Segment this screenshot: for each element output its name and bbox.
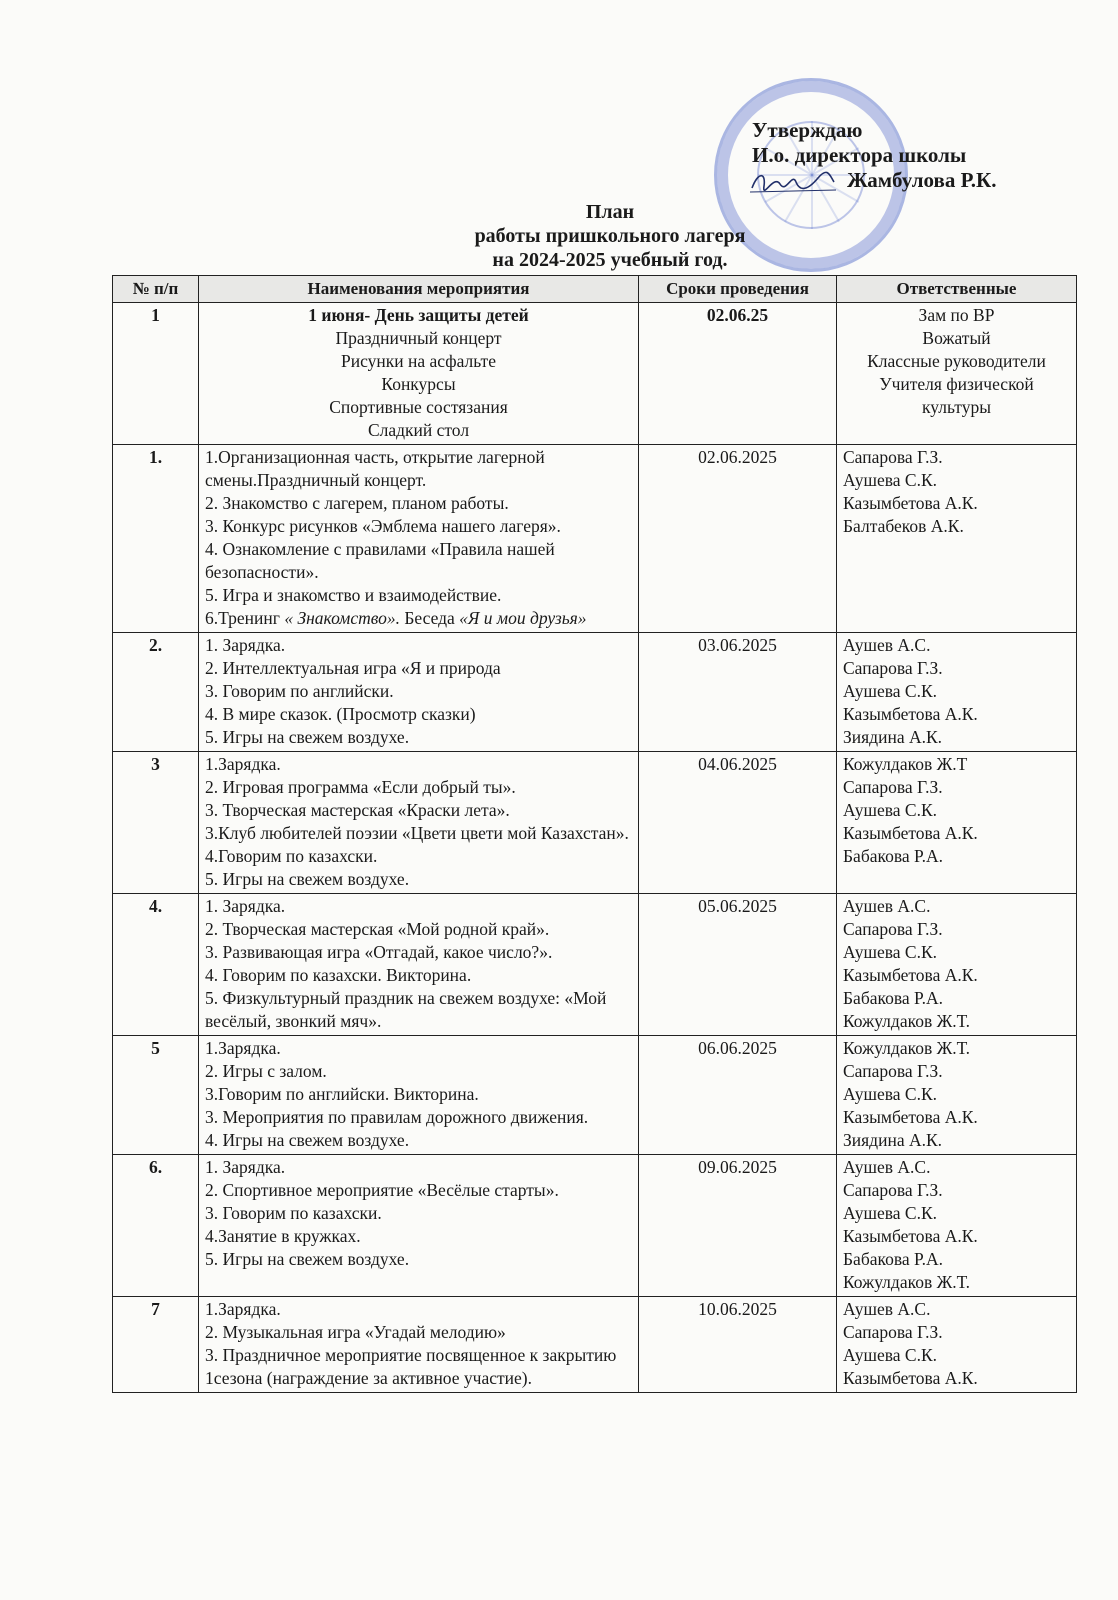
- row-date: 09.06.2025: [639, 1155, 837, 1297]
- responsible-line: Кожулдаков Ж.Т.: [843, 1038, 970, 1058]
- responsible-line: Аушева С.К.: [843, 470, 938, 490]
- event-line: Конкурсы: [381, 374, 456, 394]
- event-line: 4. Ознакомление с правилами «Правила нашей безопасности».: [205, 539, 555, 582]
- responsible-line: Кожулдаков Ж.Т.: [843, 1011, 970, 1031]
- row-num: 1: [113, 303, 199, 445]
- row-responsible: [837, 1036, 1077, 1155]
- event-line: 5. Игры на свежем воздухе.: [205, 1249, 410, 1269]
- event-line: 3. Мероприятия по правилам дорожного движения.: [205, 1107, 589, 1127]
- row-events: [199, 894, 639, 1036]
- responsible-line: Аушева С.К.: [843, 800, 938, 820]
- responsible-line: Казымбетова А.К.: [843, 965, 978, 985]
- event-text-part: Беседа: [399, 608, 460, 628]
- responsible-line: Аушева С.К.: [843, 1084, 938, 1104]
- responsible-line: Аушева С.К.: [843, 942, 938, 962]
- responsible-line: Классные руководители: [867, 351, 1046, 371]
- table-row: [113, 445, 1077, 633]
- row-responsible: [837, 894, 1077, 1036]
- responsible-line: Кожулдаков Ж.Т.: [843, 1272, 970, 1292]
- row-num: 7: [113, 1297, 199, 1393]
- event-line: 2. Интеллектуальная игра «Я и природа: [205, 658, 501, 678]
- plan-table: [112, 275, 1077, 1393]
- row-events: [199, 303, 639, 445]
- event-line: 4.Занятие в кружках.: [205, 1226, 361, 1246]
- event-text-part: 6.Тренинг: [205, 608, 285, 628]
- event-line: Рисунки на асфальте: [341, 351, 496, 371]
- approval-name: Жамбулова Р.К.: [847, 168, 997, 192]
- row-date: 04.06.2025: [639, 752, 837, 894]
- responsible-line: Казымбетова А.К.: [843, 823, 978, 843]
- row-date: 02.06.2025: [639, 445, 837, 633]
- responsible-line: Казымбетова А.К.: [843, 1368, 978, 1388]
- event-line: 4. Говорим по казахски. Викторина.: [205, 965, 472, 985]
- row-events: [199, 445, 639, 633]
- row-events: [199, 1155, 639, 1297]
- row-events: [199, 752, 639, 894]
- responsible-line: Сапарова Г.З.: [843, 1180, 943, 1200]
- event-line: 3. Говорим по казахски.: [205, 1203, 382, 1223]
- responsible-line: Сапарова Г.З.: [843, 658, 943, 678]
- table-row: [113, 633, 1077, 752]
- event-line: 3. Творческая мастерская «Краски лета».: [205, 800, 510, 820]
- event-line: Праздничный концерт: [335, 328, 502, 348]
- table-row: [113, 752, 1077, 894]
- responsible-line: Аушев А.С.: [843, 1299, 931, 1319]
- event-line: 5. Игра и знакомство и взаимодействие.: [205, 585, 502, 605]
- event-line: 2. Игры с залом.: [205, 1061, 327, 1081]
- responsible-line: Сапарова Г.З.: [843, 919, 943, 939]
- event-line: 5. Физкультурный праздник на свежем воздухе: «Мой весёлый, звонкий мяч».: [205, 988, 607, 1031]
- responsible-line: Балтабеков А.К.: [843, 516, 964, 536]
- title-line-2: работы пришкольного лагеря: [474, 225, 746, 247]
- event-line: 5. Игры на свежем воздухе.: [205, 869, 410, 889]
- event-line: 1.Зарядка.: [205, 1299, 281, 1319]
- responsible-line: Бабакова Р.А.: [843, 1249, 943, 1269]
- event-line: 3. Конкурс рисунков «Эмблема нашего лагеря».: [205, 516, 561, 536]
- responsible-line: Аушев А.С.: [843, 896, 931, 916]
- event-line: 3.Говорим по английски. Викторина.: [205, 1084, 479, 1104]
- event-line: 4. Игры на свежем воздухе.: [205, 1130, 410, 1150]
- responsible-line: Казымбетова А.К.: [843, 493, 978, 513]
- responsible-line: Сапарова Г.З.: [843, 1322, 943, 1342]
- row-num: 6.: [113, 1155, 199, 1297]
- table-row: [113, 1036, 1077, 1155]
- responsible-line: Аушева С.К.: [843, 1345, 938, 1365]
- row-responsible: [837, 303, 1077, 445]
- event-line: 2. Музыкальная игра «Угадай мелодию»: [205, 1322, 506, 1342]
- row-num: 4.: [113, 894, 199, 1036]
- responsible-line: Зиядина А.К.: [843, 727, 943, 747]
- title-line-3: на 2024-2025 учебный год.: [492, 249, 728, 271]
- responsible-line: Казымбетова А.К.: [843, 704, 978, 724]
- row-events: [199, 1036, 639, 1155]
- responsible-line: Аушева С.К.: [843, 681, 938, 701]
- responsible-line: Бабакова Р.А.: [843, 846, 943, 866]
- table-row: [113, 1155, 1077, 1297]
- document-title: [400, 200, 820, 272]
- responsible-line: Вожатый: [922, 328, 991, 348]
- responsible-line: Казымбетова А.К.: [843, 1107, 978, 1127]
- header-date: Сроки проведения: [639, 276, 837, 303]
- responsible-line: Аушев А.С.: [843, 1157, 931, 1177]
- event-line: 1. Зарядка.: [205, 635, 286, 655]
- approval-position: И.о. директора школы: [752, 143, 967, 167]
- event-line: 2. Знакомство с лагерем, планом работы.: [205, 493, 509, 513]
- header-num: № п/п: [113, 276, 199, 303]
- responsible-line: культуры: [922, 397, 991, 417]
- event-line: 5. Игры на свежем воздухе.: [205, 727, 410, 747]
- event-line: 1.Зарядка.: [205, 1038, 281, 1058]
- event-line: 1 июня- День защиты детей: [308, 305, 529, 325]
- row-num: 1.: [113, 445, 199, 633]
- responsible-line: Сапарова Г.З.: [843, 777, 943, 797]
- responsible-line: Зам по ВР: [918, 305, 995, 325]
- event-italic-part: «Я и мои друзья»: [459, 608, 587, 628]
- event-line: 1.Зарядка.: [205, 754, 281, 774]
- responsible-line: Сапарова Г.З.: [843, 447, 943, 467]
- event-line: 2. Игровая программа «Если добрый ты».: [205, 777, 516, 797]
- event-line: 3. Говорим по английски.: [205, 681, 394, 701]
- event-italic-part: « Знакомство».: [284, 608, 400, 628]
- row-num: 5: [113, 1036, 199, 1155]
- table-row: [113, 1297, 1077, 1393]
- event-line: 1. Зарядка.: [205, 896, 286, 916]
- event-line: 1. Зарядка.: [205, 1157, 286, 1177]
- row-date: 02.06.25: [639, 303, 837, 445]
- row-responsible: [837, 1297, 1077, 1393]
- responsible-line: Зиядина А.К.: [843, 1130, 943, 1150]
- responsible-line: Кожулдаков Ж.Т: [843, 754, 968, 774]
- event-line: 3. Праздничное мероприятие посвященное к закрытию 1сезона (награждение за активное участие).: [205, 1345, 617, 1388]
- row-num: 2.: [113, 633, 199, 752]
- row-date: 10.06.2025: [639, 1297, 837, 1393]
- event-line: 4. В мире сказок. (Просмотр сказки): [205, 704, 476, 724]
- table-row: [113, 894, 1077, 1036]
- header-events: Наименования мероприятия: [199, 276, 639, 303]
- row-events: [199, 633, 639, 752]
- row-date: 03.06.2025: [639, 633, 837, 752]
- row-date: 05.06.2025: [639, 894, 837, 1036]
- approval-label: Утверждаю: [752, 118, 863, 142]
- row-responsible: [837, 633, 1077, 752]
- row-responsible: [837, 752, 1077, 894]
- row-num: 3: [113, 752, 199, 894]
- event-line: 2. Спортивное мероприятие «Весёлые старты».: [205, 1180, 559, 1200]
- row-events: [199, 1297, 639, 1393]
- event-line: Сладкий стол: [367, 420, 470, 440]
- header-responsible: Ответственные: [837, 276, 1077, 303]
- responsible-line: Аушева С.К.: [843, 1203, 938, 1223]
- responsible-line: Аушев А.С.: [843, 635, 931, 655]
- event-line: Спортивные состязания: [329, 397, 508, 417]
- table-row: [113, 303, 1077, 445]
- responsible-line: Бабакова Р.А.: [843, 988, 943, 1008]
- responsible-line: Казымбетова А.К.: [843, 1226, 978, 1246]
- row-date: 06.06.2025: [639, 1036, 837, 1155]
- event-line: [205, 607, 632, 630]
- table-header-row: [113, 276, 1077, 303]
- responsible-line: Учителя физической: [879, 374, 1034, 394]
- event-line: 4.Говорим по казахски.: [205, 846, 378, 866]
- event-line: 1.Организационная часть, открытие лагерной смены.Праздничный концерт.: [205, 447, 545, 490]
- title-line-1: План: [585, 201, 635, 223]
- approval-block: [752, 118, 997, 193]
- row-responsible: [837, 445, 1077, 633]
- event-line: 3. Развивающая игра «Отгадай, какое число?».: [205, 942, 553, 962]
- responsible-line: Сапарова Г.З.: [843, 1061, 943, 1081]
- event-line: 2. Творческая мастерская «Мой родной край».: [205, 919, 550, 939]
- event-line: 3.Клуб любителей поэзии «Цвети цвети мой Казахстан».: [205, 823, 629, 843]
- row-responsible: [837, 1155, 1077, 1297]
